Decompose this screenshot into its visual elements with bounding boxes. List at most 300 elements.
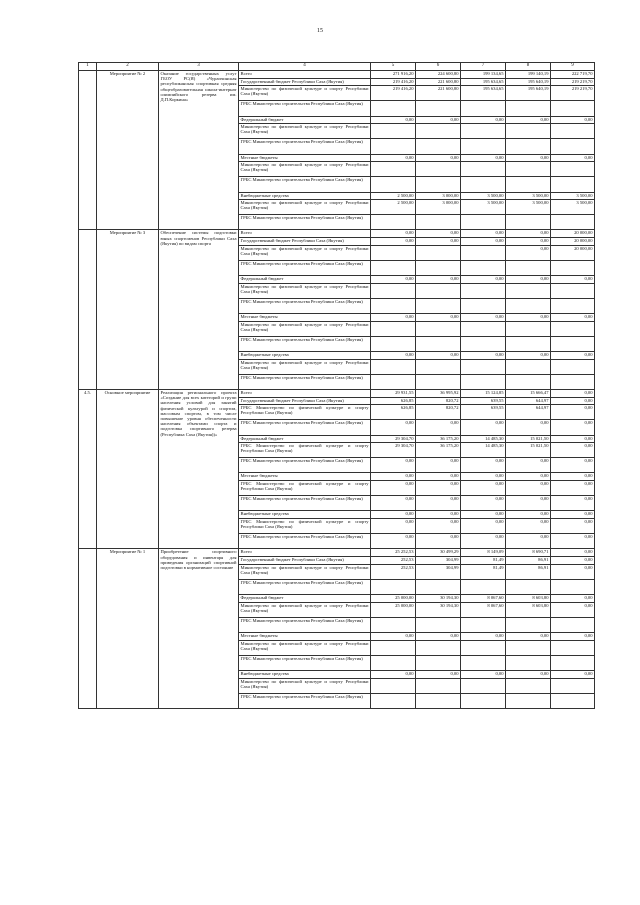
amount-cell: 0,00	[461, 276, 506, 284]
amount-cell	[506, 124, 551, 139]
amount-cell: 0,00	[461, 154, 506, 162]
amount-cell: 25 000,00	[371, 594, 416, 602]
amount-cell	[551, 374, 595, 389]
header-cell: 4	[239, 63, 371, 71]
amount-cell: 81,49	[461, 557, 506, 565]
table-row	[79, 549, 595, 557]
amount-cell	[416, 124, 461, 139]
event-description: Оказание государственных услуг ГБОУ РС(Я) «Чурапчинская республиканская спортивная средняя общеобразовательная школа-интернат олимпийского резерва им. Д.П.Коркина»	[159, 71, 239, 230]
amount-cell: 0,00	[371, 670, 416, 678]
amount-cell: 195 640,19	[506, 86, 551, 101]
funding-source: Местные бюджеты	[239, 632, 371, 640]
amount-cell: 0,00	[506, 238, 551, 246]
amount-cell: 0,00	[416, 420, 461, 435]
amount-cell: 199 140,19	[506, 71, 551, 79]
amount-cell: 36 995,92	[416, 389, 461, 397]
amount-cell: 0,00	[506, 534, 551, 549]
amount-cell: 195 634,65	[461, 86, 506, 101]
amount-cell: 639,55	[461, 405, 506, 420]
event-description: Приобретение спортивного оборудования и инвентаря для приведения организаций спортивной подготовки в нормативное состояние	[159, 549, 239, 708]
amount-cell	[506, 215, 551, 230]
event-name: Основное мероприятие	[97, 389, 159, 548]
amount-cell	[461, 359, 506, 374]
header-row	[79, 63, 595, 71]
amount-cell	[371, 298, 416, 313]
amount-cell	[551, 139, 595, 154]
amount-cell: 0,00	[551, 594, 595, 602]
amount-cell	[416, 162, 461, 177]
funding-source: ГРБС Министерство строительства Республики Саха (Якутия)	[239, 655, 371, 670]
row-index: 4.5.	[79, 389, 97, 548]
amount-cell: 8 067,60	[461, 594, 506, 602]
funding-source: Внебюджетные средства	[239, 670, 371, 678]
amount-cell: 14 485,30	[461, 435, 506, 443]
amount-cell	[551, 215, 595, 230]
amount-cell: 639,55	[461, 397, 506, 405]
amount-cell	[506, 321, 551, 336]
amount-cell	[551, 177, 595, 192]
header-cell: 5	[371, 63, 416, 71]
amount-cell: 0,00	[461, 519, 506, 534]
amount-cell: 0,00	[551, 435, 595, 443]
amount-cell	[416, 617, 461, 632]
event-name: Мероприятие № 1	[97, 549, 159, 708]
amount-cell: 0,00	[461, 351, 506, 359]
amount-cell	[551, 617, 595, 632]
amount-cell: 3 500,00	[551, 200, 595, 215]
amount-cell: 0,00	[371, 116, 416, 124]
amount-cell: 0,00	[551, 481, 595, 496]
amount-cell	[506, 298, 551, 313]
amount-cell	[461, 640, 506, 655]
funding-source: Внебюджетные средства	[239, 511, 371, 519]
funding-source: Всего	[239, 230, 371, 238]
amount-cell: 3 000,00	[416, 200, 461, 215]
funding-source: Федеральный бюджет	[239, 594, 371, 602]
amount-cell: 0,00	[506, 670, 551, 678]
amount-cell: 0,00	[416, 511, 461, 519]
amount-cell: 820,72	[416, 405, 461, 420]
amount-cell: 0,00	[461, 238, 506, 246]
amount-cell: 0,00	[506, 496, 551, 511]
amount-cell: 30 499,29	[416, 549, 461, 557]
amount-cell: 644,97	[506, 405, 551, 420]
amount-cell: 0,00	[461, 632, 506, 640]
amount-cell: 0,00	[506, 276, 551, 284]
amount-cell	[551, 162, 595, 177]
amount-cell: 29 304,70	[371, 435, 416, 443]
funding-source: ГРБС Министерство по физической культуре и спорту Республики Саха (Якутия)	[239, 405, 371, 420]
amount-cell	[416, 139, 461, 154]
amount-cell: 0,00	[551, 557, 595, 565]
row-index	[79, 549, 97, 708]
amount-cell: 30 194,30	[416, 594, 461, 602]
amount-cell	[506, 359, 551, 374]
funding-source: Министерство по физической культуре и спорту Республики Саха (Якутия)	[239, 283, 371, 298]
amount-cell: 0,00	[371, 458, 416, 473]
amount-cell	[506, 678, 551, 693]
budget-table	[78, 62, 595, 709]
amount-cell: 0,00	[371, 230, 416, 238]
amount-cell	[371, 245, 416, 260]
amount-cell: 0,00	[416, 473, 461, 481]
amount-cell: 8 603,80	[506, 594, 551, 602]
amount-cell: 0,00	[551, 116, 595, 124]
amount-cell: 0,00	[461, 458, 506, 473]
amount-cell: 0,00	[371, 534, 416, 549]
amount-cell: 626,85	[371, 405, 416, 420]
amount-cell: 0,00	[506, 473, 551, 481]
amount-cell: 0,00	[551, 443, 595, 458]
amount-cell	[551, 336, 595, 351]
funding-source: Министерство по физической культуре и спорту Республики Саха (Якутия)	[239, 162, 371, 177]
amount-cell	[506, 374, 551, 389]
amount-cell: 25 000,00	[371, 602, 416, 617]
amount-cell: 3 000,00	[416, 192, 461, 200]
amount-cell	[416, 321, 461, 336]
amount-cell: 86,91	[506, 564, 551, 579]
amount-cell: 0,00	[461, 670, 506, 678]
funding-source: ГРБС Министерство строительства Республики Саха (Якутия)	[239, 177, 371, 192]
amount-cell: 304,99	[416, 564, 461, 579]
amount-cell: 30 194,30	[416, 602, 461, 617]
amount-cell: 0,00	[461, 481, 506, 496]
amount-cell: 221 600,80	[416, 78, 461, 86]
amount-cell: 0,00	[416, 276, 461, 284]
amount-cell	[416, 640, 461, 655]
amount-cell: 0,00	[371, 238, 416, 246]
amount-cell: 29 304,70	[371, 443, 416, 458]
amount-cell	[506, 283, 551, 298]
amount-cell: 0,00	[461, 473, 506, 481]
amount-cell	[416, 359, 461, 374]
amount-cell	[371, 321, 416, 336]
funding-source: Всего	[239, 71, 371, 79]
funding-source: ГРБС Министерство строительства Республики Саха (Якутия)	[239, 336, 371, 351]
amount-cell: 271 916,20	[371, 71, 416, 79]
amount-cell: 0,00	[551, 154, 595, 162]
table-row	[79, 389, 595, 397]
amount-cell	[371, 640, 416, 655]
amount-cell	[506, 579, 551, 594]
amount-cell: 14 485,30	[461, 443, 506, 458]
funding-source: Федеральный бюджет	[239, 276, 371, 284]
amount-cell: 0,00	[371, 481, 416, 496]
amount-cell	[461, 245, 506, 260]
funding-source: Государственный бюджет Республики Саха (Якутия)	[239, 557, 371, 565]
funding-source: Министерство по физической культуре и спорту Республики Саха (Якутия)	[239, 86, 371, 101]
amount-cell: 0,00	[371, 351, 416, 359]
amount-cell: 0,00	[506, 632, 551, 640]
amount-cell: 2 500,00	[371, 192, 416, 200]
amount-cell	[461, 579, 506, 594]
funding-source: ГРБС Министерство по физической культуре и спорту Республики Саха (Якутия)	[239, 519, 371, 534]
amount-cell	[416, 215, 461, 230]
amount-cell: 29 931,55	[371, 389, 416, 397]
amount-cell: 0,00	[506, 314, 551, 322]
event-description: Обеспечение системы подготовки юных спортсменов Республики Саха (Якутия) по видам спорта	[159, 230, 239, 389]
amount-cell: 0,00	[416, 458, 461, 473]
amount-cell	[461, 693, 506, 708]
amount-cell: 219 416,20	[371, 86, 416, 101]
funding-source: ГРБС Министерство строительства Республики Саха (Якутия)	[239, 693, 371, 708]
amount-cell	[371, 374, 416, 389]
amount-cell: 224 600,80	[416, 71, 461, 79]
amount-cell	[461, 177, 506, 192]
amount-cell: 199 134,65	[461, 71, 506, 79]
funding-source: Министерство по физической культуре и спорту Республики Саха (Якутия)	[239, 640, 371, 655]
amount-cell: 0,00	[551, 314, 595, 322]
funding-source: ГРБС Министерство строительства Республики Саха (Якутия)	[239, 298, 371, 313]
amount-cell: 0,00	[371, 154, 416, 162]
amount-cell: 0,00	[371, 420, 416, 435]
amount-cell	[551, 359, 595, 374]
funding-source: ГРБС Министерство строительства Республики Саха (Якутия)	[239, 534, 371, 549]
funding-source: ГРБС Министерство по физической культуре и спорту Республики Саха (Якутия)	[239, 481, 371, 496]
amount-cell: 0,00	[371, 473, 416, 481]
amount-cell: 3 500,00	[461, 192, 506, 200]
header-cell: 6	[416, 63, 461, 71]
amount-cell: 0,00	[551, 511, 595, 519]
funding-source: Внебюджетные средства	[239, 192, 371, 200]
amount-cell: 0,00	[506, 511, 551, 519]
amount-cell	[551, 678, 595, 693]
amount-cell: 3 500,00	[506, 192, 551, 200]
amount-cell	[506, 655, 551, 670]
amount-cell: 20 000,00	[551, 245, 595, 260]
amount-cell	[371, 579, 416, 594]
amount-cell: 15 666,47	[506, 389, 551, 397]
amount-cell	[551, 298, 595, 313]
amount-cell: 195 640,19	[506, 78, 551, 86]
amount-cell: 20 000,00	[551, 238, 595, 246]
amount-cell	[461, 162, 506, 177]
funding-source: Местные бюджеты	[239, 154, 371, 162]
amount-cell	[416, 678, 461, 693]
amount-cell: 15 021,50	[506, 443, 551, 458]
amount-cell: 820,72	[416, 397, 461, 405]
amount-cell: 0,00	[371, 314, 416, 322]
amount-cell: 0,00	[506, 519, 551, 534]
amount-cell: 0,00	[416, 351, 461, 359]
funding-source: Государственный бюджет Республики Саха (Якутия)	[239, 78, 371, 86]
amount-cell	[461, 215, 506, 230]
funding-source: Всего	[239, 549, 371, 557]
funding-source: Министерство по физической культуре и спорту Республики Саха (Якутия)	[239, 678, 371, 693]
amount-cell: 0,00	[371, 496, 416, 511]
amount-cell: 81,49	[461, 564, 506, 579]
amount-cell: 2 500,00	[371, 200, 416, 215]
amount-cell: 0,00	[506, 116, 551, 124]
amount-cell	[506, 260, 551, 275]
amount-cell: 0,00	[416, 534, 461, 549]
header-cell: 3	[159, 63, 239, 71]
amount-cell: 219 219,70	[551, 86, 595, 101]
funding-source: Федеральный бюджет	[239, 116, 371, 124]
amount-cell: 0,00	[551, 473, 595, 481]
amount-cell	[461, 298, 506, 313]
amount-cell: 0,00	[416, 314, 461, 322]
amount-cell: 0,00	[461, 496, 506, 511]
amount-cell: 626,85	[371, 397, 416, 405]
amount-cell: 0,00	[551, 632, 595, 640]
amount-cell	[371, 260, 416, 275]
amount-cell	[416, 336, 461, 351]
amount-cell: 0,00	[551, 670, 595, 678]
amount-cell	[506, 693, 551, 708]
funding-source: Государственный бюджет Республики Саха (Якутия)	[239, 397, 371, 405]
page-number: 15	[317, 28, 323, 34]
amount-cell: 0,00	[461, 116, 506, 124]
amount-cell	[551, 655, 595, 670]
amount-cell	[371, 359, 416, 374]
amount-cell	[506, 617, 551, 632]
amount-cell	[506, 336, 551, 351]
amount-cell	[461, 321, 506, 336]
funding-source: ГРБС Министерство строительства Республики Саха (Якутия)	[239, 139, 371, 154]
funding-source: Государственный бюджет Республики Саха (Якутия)	[239, 238, 371, 246]
amount-cell	[461, 655, 506, 670]
amount-cell	[371, 124, 416, 139]
amount-cell	[416, 177, 461, 192]
funding-source: Всего	[239, 389, 371, 397]
amount-cell	[551, 260, 595, 275]
amount-cell: 222 719,70	[551, 71, 595, 79]
amount-cell: 0,00	[416, 496, 461, 511]
amount-cell	[416, 260, 461, 275]
amount-cell: 0,00	[551, 519, 595, 534]
amount-cell: 0,00	[416, 230, 461, 238]
header-cell: 8	[506, 63, 551, 71]
amount-cell: 0,00	[371, 511, 416, 519]
amount-cell	[551, 283, 595, 298]
amount-cell: 0,00	[416, 481, 461, 496]
amount-cell: 0,00	[461, 420, 506, 435]
amount-cell: 0,00	[506, 245, 551, 260]
amount-cell	[461, 678, 506, 693]
funding-source: Местные бюджеты	[239, 314, 371, 322]
amount-cell: 0,00	[506, 230, 551, 238]
amount-cell	[371, 162, 416, 177]
table-row	[79, 71, 595, 79]
amount-cell: 0,00	[461, 511, 506, 519]
event-name: Мероприятие № 2	[97, 71, 159, 230]
amount-cell	[371, 139, 416, 154]
amount-cell: 15 021,50	[506, 435, 551, 443]
amount-cell	[371, 678, 416, 693]
amount-cell: 3 500,00	[506, 200, 551, 215]
amount-cell: 219 416,20	[371, 78, 416, 86]
funding-source: ГРБС Министерство строительства Республики Саха (Якутия)	[239, 215, 371, 230]
funding-source: Министерство по физической культуре и спорту Республики Саха (Якутия)	[239, 200, 371, 215]
amount-cell	[371, 101, 416, 116]
funding-source: Министерство по физической культуре и спорту Республики Саха (Якутия)	[239, 602, 371, 617]
amount-cell	[371, 177, 416, 192]
amount-cell	[506, 177, 551, 192]
funding-source: Местные бюджеты	[239, 473, 371, 481]
amount-cell: 0,00	[416, 238, 461, 246]
amount-cell: 0,00	[506, 458, 551, 473]
header-cell: 1	[79, 63, 97, 71]
amount-cell	[371, 336, 416, 351]
header-cell: 7	[461, 63, 506, 71]
amount-cell	[461, 260, 506, 275]
amount-cell: 0,00	[551, 564, 595, 579]
amount-cell: 0,00	[551, 405, 595, 420]
amount-cell	[551, 101, 595, 116]
event-description: Реализация регионального проекта «Создание для всех категорий и групп населения условий для занятий физической культурой и спортом, массовым спортом, в том числе повышение уровня обеспеченности населения объектами спорта и подготовка спортивного резерва (Республика Саха (Якутия))»	[159, 389, 239, 548]
amount-cell	[371, 215, 416, 230]
amount-cell: 8 690,71	[506, 549, 551, 557]
amount-cell: 36 175,20	[416, 443, 461, 458]
amount-cell: 0,00	[371, 632, 416, 640]
amount-cell	[461, 374, 506, 389]
funding-source: ГРБС Министерство строительства Республики Саха (Якутия)	[239, 617, 371, 632]
amount-cell: 252,53	[371, 557, 416, 565]
amount-cell: 25 252,53	[371, 549, 416, 557]
amount-cell: 0,00	[416, 519, 461, 534]
amount-cell: 0,00	[506, 154, 551, 162]
amount-cell: 0,00	[551, 534, 595, 549]
amount-cell: 0,00	[551, 420, 595, 435]
funding-source: Министерство по физической культуре и спорту Республики Саха (Якутия)	[239, 245, 371, 260]
amount-cell	[551, 693, 595, 708]
amount-cell: 36 175,20	[416, 435, 461, 443]
funding-source: ГРБС Министерство по физической культуре и спорту Республики Саха (Якутия)	[239, 443, 371, 458]
amount-cell	[416, 245, 461, 260]
amount-cell: 15 124,85	[461, 389, 506, 397]
amount-cell	[461, 283, 506, 298]
amount-cell: 20 000,00	[551, 230, 595, 238]
amount-cell: 0,00	[416, 154, 461, 162]
amount-cell	[506, 162, 551, 177]
funding-source: Внебюджетные средства	[239, 351, 371, 359]
amount-cell	[506, 101, 551, 116]
amount-cell	[416, 374, 461, 389]
amount-cell	[416, 298, 461, 313]
amount-cell	[416, 693, 461, 708]
amount-cell	[551, 640, 595, 655]
amount-cell: 0,00	[551, 602, 595, 617]
amount-cell	[506, 139, 551, 154]
amount-cell: 0,00	[371, 519, 416, 534]
amount-cell	[551, 124, 595, 139]
amount-cell	[506, 640, 551, 655]
amount-cell: 0,00	[461, 314, 506, 322]
amount-cell: 252,53	[371, 564, 416, 579]
funding-source: ГРБС Министерство строительства Республики Саха (Якутия)	[239, 496, 371, 511]
amount-cell: 0,00	[551, 496, 595, 511]
row-index	[79, 71, 97, 230]
amount-cell: 0,00	[551, 549, 595, 557]
amount-cell: 221 600,80	[416, 86, 461, 101]
amount-cell: 0,00	[416, 632, 461, 640]
funding-source: Федеральный бюджет	[239, 435, 371, 443]
amount-cell: 644,97	[506, 397, 551, 405]
amount-cell: 8 603,80	[506, 602, 551, 617]
funding-source: ГРБС Министерство строительства Республики Саха (Якутия)	[239, 101, 371, 116]
amount-cell	[371, 617, 416, 632]
amount-cell: 0,00	[506, 351, 551, 359]
funding-source: ГРБС Министерство строительства Республики Саха (Якутия)	[239, 458, 371, 473]
table-row	[79, 230, 595, 238]
funding-source: ГРБС Министерство строительства Республики Саха (Якутия)	[239, 420, 371, 435]
funding-source: ГРБС Министерство строительства Республики Саха (Якутия)	[239, 579, 371, 594]
amount-cell: 0,00	[551, 397, 595, 405]
amount-cell	[551, 579, 595, 594]
amount-cell	[371, 693, 416, 708]
funding-source: Министерство по физической культуре и спорту Республики Саха (Якутия)	[239, 564, 371, 579]
